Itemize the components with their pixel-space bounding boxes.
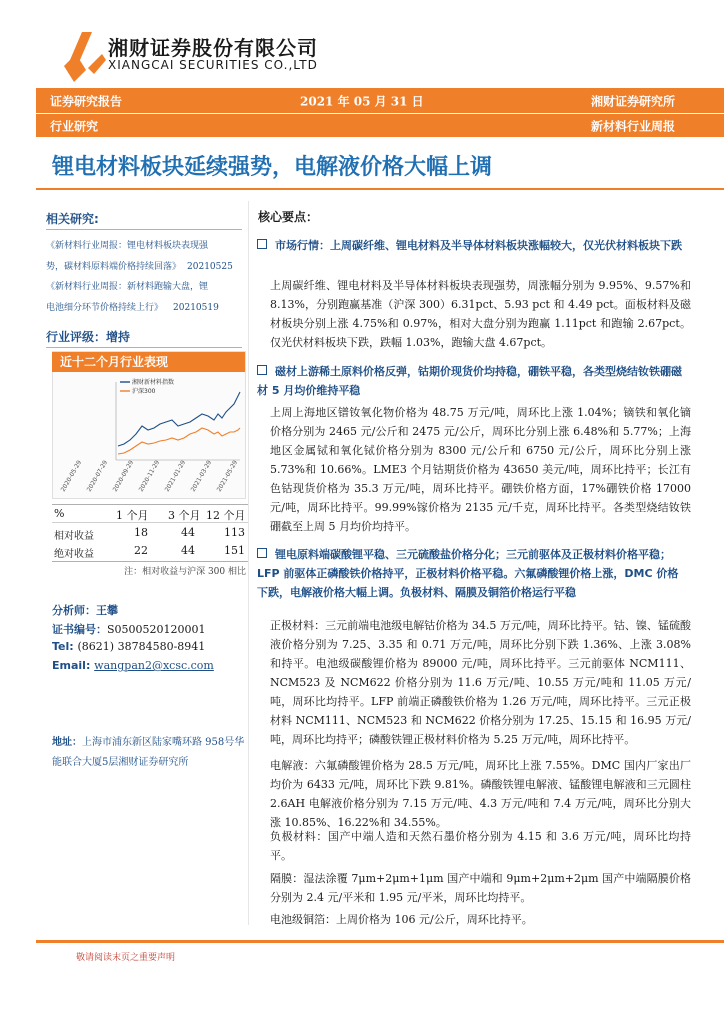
rating-value: 增持 [106, 330, 131, 344]
page-title: 锂电材料板块延续强势，电解液价格大幅上调 [52, 155, 493, 180]
institute-name: 湘财证券研究所 [590, 94, 675, 108]
column-divider [248, 201, 249, 925]
related-line: 《新材料行业周报：新材料跑输大盘，锂 [46, 282, 209, 292]
table-header: 12 个月 [206, 509, 246, 522]
checkbox-bullet-icon [257, 548, 267, 558]
header-bar-bottom [36, 114, 724, 137]
related-item[interactable] [46, 236, 246, 278]
date-tick: 2020-11-29 [137, 459, 162, 493]
report-category: 行业研究 [50, 119, 99, 133]
analyst-name: 分析师：王攀 [52, 604, 118, 617]
table-cell: 44 [181, 544, 195, 557]
table-row-label: 相对收益 [54, 531, 94, 542]
related-divider [46, 229, 242, 230]
title-divider [36, 188, 724, 190]
legend-label-index: 湘财新材料指数 [132, 379, 175, 386]
analyst-cert: 证书编号：S0500520120001 [52, 623, 206, 636]
date-tick: 2020-05-29 [59, 459, 84, 493]
section-heading: 锂电原料端碳酸锂平稳、三元硫酸盐价格分化；三元前驱体及正极材料价格平稳；LFP 前驱体正磷酸铁价格持平，正极材料价格平稳。六氟磷酸锂价格上涨，DMC 价格下跌，电解液价格大幅上调。负极材料、隔膜及铜箔价格运行平稳 [257, 548, 679, 599]
footer-disclaimer: 敬请阅读末页之重要声明 [76, 953, 176, 963]
series-line-hs300 [118, 428, 240, 454]
checkbox-bullet-icon [257, 365, 267, 375]
report-series: 新材料行业周报 [590, 119, 675, 133]
table-cell: 22 [134, 544, 148, 557]
related-item[interactable] [46, 277, 246, 319]
table-header: 1 个月 [116, 509, 149, 522]
performance-chart-title: 近十二个月行业表现 [52, 352, 245, 372]
rating-divider [46, 347, 242, 348]
checkbox-bullet-icon [257, 239, 267, 249]
related-line: 电池细分环节价格持续上行》 20210519 [46, 303, 219, 313]
related-line: 势，碳材料原料端价格持续回落》 20210525 [46, 262, 233, 272]
paragraph: 电池级铜箔：上周价格为 106 元/公斤，周环比持平。 [270, 913, 533, 926]
paragraph: 负极材料：国产中端人造和天然石墨价格分别为 4.15 和 3.6 万元/吨，周环比均持平。 [270, 830, 691, 862]
table-rule-top [52, 504, 248, 505]
analyst-tel: Tel: (8621) 38784580-8941 [52, 640, 206, 653]
industry-rating [46, 328, 242, 345]
table-rule-mid [52, 522, 248, 523]
table-rule-bottom [52, 561, 248, 562]
table-cell: 44 [181, 526, 195, 539]
table-note: 注：相对收益与沪深 300 相比 [124, 567, 246, 577]
analyst-email: Email: wangpan2@xcsc.com [52, 659, 214, 672]
rating-label: 行业评级： [46, 330, 107, 344]
date-tick: 2021-01-29 [163, 459, 188, 493]
paragraph: 上周上海地区镨钕氧化物价格为 48.75 万元/吨，周环比上涨 1.04%；镝铁和氧化镝价格分别为 2465 元/公斤和 2475 元/公斤，周环比分别上涨 6.48%和 5.77%；上海地区金属铽和氧化铽价格分别为 8300 元/公斤和 6750 元/公斤，周环比分别上涨 5.73%和 10.66%。LME3 个月钴期货价格为 43650 美元/吨，周环比持平；长江有色钴现货价格为 35.3 万元/吨，周环比持平。硼铁价格方面，17%硼铁价格 17000 元/吨，周环比持平。99.99%镓价格为 2135 元/千克，周环比持平。各类型烧结钕铁硼截至上周 5 月均价均持平。 [270, 406, 691, 533]
related-research-title: 相关研究: [46, 212, 99, 226]
legend-label-hs300: 沪深300 [132, 388, 156, 395]
paragraph: 正极材料：三元前端电池级电解钴价格为 34.5 万元/吨，周环比持平。钴、镍、锰硫酸液价格分别为 7.25、3.35 和 0.71 万元/吨，周环比分别下跌 1.36%、上涨 3.08%和持平。电池级碳酸锂价格为 89000 元/吨，周环比持平。三元前驱体 NCM111、NCM523 及 NCM622 价格分别为 11.6 万元/吨、10.55 万元/吨和 11.05 万元/吨，周环比均持平。LFP 前端正磷酸铁价格为 1.26 万元/吨，周环比持平。三元正极材料 NCM111、NCM523 和 NCM622 价格分别为 17.25、15.15 和 16.95 万元/吨，周环比均持平；磷酸铁锂正极材料价格为 5.25 万元/吨，周环比持平。 [270, 619, 691, 746]
date-tick: 2020-07-29 [85, 459, 110, 493]
table-cell: 18 [134, 526, 148, 539]
address: 地址：上海市浦东新区陆家嘴环路 958号华能联合大厦5层湘财证券研究所 [52, 737, 245, 768]
paragraph: 隔膜：湿法涂覆 7μm+2μm+1μm 国产中端和 9μm+2μm+2μm 国产中端隔膜价格分别为 2.4 元/平米和 1.95 元/平米，周环比均持平。 [270, 872, 691, 904]
date-tick: 2021-05-29 [215, 459, 240, 493]
header-bar-top [36, 88, 724, 113]
table-header: % [54, 507, 65, 520]
section-heading: 磁材上游稀土原料价格反弹，钴期价现货价均持稳，硼铁平稳，各类型烧结钕铁硼磁材 5 月均价维持平稳 [257, 365, 682, 397]
table-cell: 151 [224, 544, 245, 557]
report-date: 2021 年 05 月 31 日 [300, 94, 424, 108]
date-tick: 2020-09-29 [111, 459, 136, 493]
email-link[interactable]: wangpan2@xcsc.com [94, 659, 214, 672]
table-cell: 113 [224, 526, 245, 539]
footer-divider [36, 940, 724, 943]
company-logo-icon [62, 30, 108, 84]
paragraph: 电解液：六氟磷酸锂价格为 28.5 万元/吨，周环比上涨 7.55%。DMC 国内厂家出厂均价为 6433 元/吨，周环比下跌 9.81%。磷酸铁锂电解液、锰酸锂电解液和三元圆柱 2.6AH 电解液价格分别为 7.15 万元/吨、4.3 万元/吨和 7.4 万元/吨，周环比分别大涨 10.85%、16.22%和 34.55%。 [270, 759, 691, 829]
section-heading: 市场行情：上周碳纤维、锂电材料及半导体材料板块涨幅较大，仅光伏材料板块下跌 [257, 236, 689, 255]
series-line-index [118, 392, 240, 446]
company-name-en: XIANGCAI SECURITIES CO.,LTD [108, 58, 318, 72]
core-points-title: 核心要点： [258, 210, 319, 224]
table-row-label: 绝对收益 [54, 549, 94, 560]
report-type: 证券研究报告 [50, 94, 123, 108]
date-tick: 2021-03-29 [189, 459, 214, 493]
company-name-cn: 湘财证券股份有限公司 [108, 36, 318, 60]
performance-chart [56, 374, 244, 494]
table-header: 3 个月 [168, 509, 201, 522]
related-line: 《新材料行业周报：锂电材料板块表现强 [46, 241, 209, 251]
paragraph: 上周碳纤维、锂电材料及半导体材料板块表现强势，周涨幅分别为 9.95%、9.57%和 8.13%，分别跑赢基准（沪深 300）6.31pct、5.93 pct 和 4.49 pct。面板材料及磁材板块分别上涨 4.75%和 0.97%，相对大盘分别为跑赢 1.11pct 和跑输 2.67pct。仅光伏材料板块下跌，跌幅 1.03%，跑输大盘 4.67pct。 [270, 279, 691, 349]
